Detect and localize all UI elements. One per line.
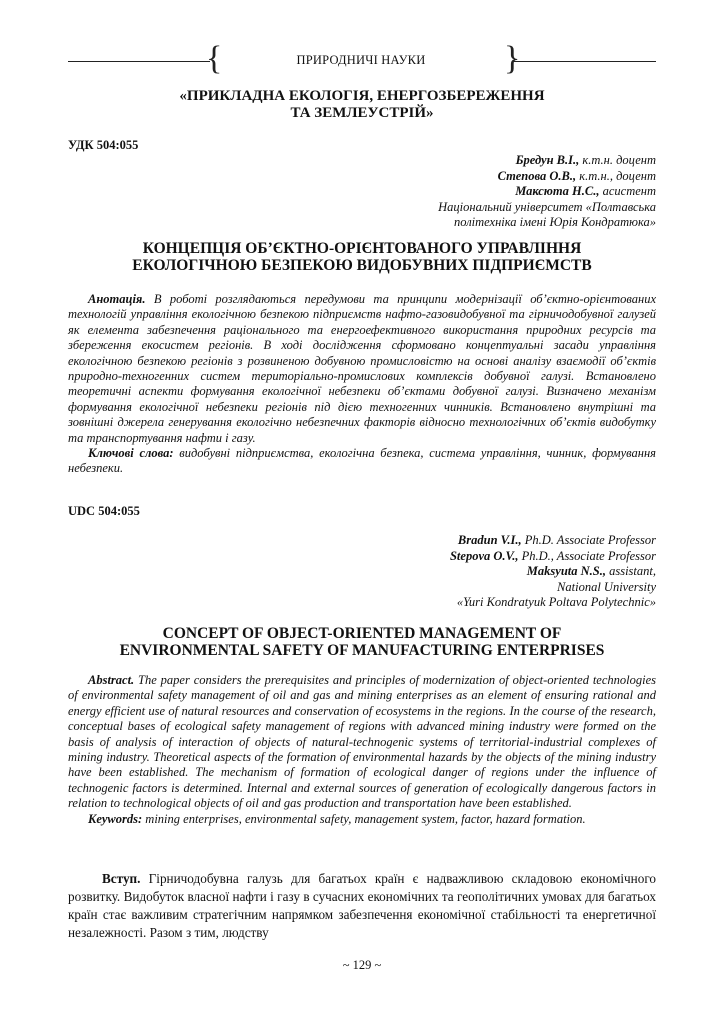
- title-en-line-2: ENVIRONMENTAL SAFETY OF MANUFACTURING ENTERPRISES: [119, 642, 605, 659]
- author-role: Ph.D., Associate Professor: [518, 548, 656, 563]
- author-role: асистент: [599, 184, 656, 198]
- authors-ua: [438, 153, 656, 231]
- author-role: assistant,: [605, 564, 656, 578]
- author-ua-1: [438, 153, 656, 169]
- title-en-line-1: CONCEPT OF OBJECT-ORIENTED MANAGEMENT OF: [162, 625, 562, 642]
- introduction: [68, 870, 656, 942]
- affiliation-ua-line-1: Національний університет «Полтавська: [438, 199, 656, 214]
- author-name: Степова О.В.,: [497, 168, 577, 183]
- authors-en: [450, 533, 656, 611]
- abstract-ua-text: В роботі розглядаються передумови та принципи модернізації об’єктно-орієнтованих технологій управління екологічною безпекою підприємств нафто-газовидобувної та гірничодобувної галузей як елемента забезпечення раціонального та енергоефективного використання природних ресурсів та збереження екосистем регіонів. В ході дослідження сформовано концептуальні засади управління екологічною безпекою регіонів з розвиненою добувною промисловістю на основі аналізу взаємодії об’єктів природно-техногенних систем територіально-промислових комплексів добувної галузі. Встановлено теоретичні аспекти формування екологічної небезпеки об’єктами добувної галузі. Визначено механізм формування екологічної небезпеки регіонів під дією техногенних чинників. Встановлено внутрішні та зовнішні джерела генерування екологічно небезпечних факторів відносно технологічних об’єктів видобутку та транспортування нафти і газу.: [68, 292, 656, 445]
- title-ua-line-2: ЕКОЛОГІЧНОЮ БЕЗПЕКОЮ ВИДОБУВНИХ ПІДПРИЄМСТВ: [132, 257, 592, 274]
- affiliation-ua-line-2: політехніка імені Юрія Кондратюка»: [454, 215, 656, 229]
- intro-paragraph: [68, 870, 656, 942]
- section-name: ПРИРОДНИЧІ НАУКИ: [296, 53, 426, 67]
- author-role: к.т.н., доцент: [576, 168, 656, 183]
- abstract-en-label: Abstract.: [88, 673, 135, 687]
- keywords-en-text: mining enterprises, environmental safety, management system, factor, hazard formation.: [142, 811, 586, 826]
- author-ua-2: [438, 169, 656, 185]
- author-name: Бредун В.І.,: [515, 153, 580, 167]
- header-rule-right: [512, 61, 656, 62]
- author-en-2: [450, 549, 656, 565]
- abstract-en-paragraph: [68, 673, 656, 812]
- abstract-ua-label: Анотація.: [88, 292, 146, 306]
- keywords-ua-paragraph: [68, 446, 656, 477]
- header-rule-left: [68, 61, 210, 62]
- right-brace-ornament: }: [504, 40, 521, 77]
- keywords-en-label: Keywords:: [88, 811, 143, 826]
- author-role: Ph.D. Associate Professor: [521, 533, 656, 547]
- page-number: ~ 129 ~: [342, 958, 382, 972]
- abstract-en-text: The paper considers the prerequisites and principles of modernization of object-oriented technologies of environmental safety management of oil and gas and mining enterprises as an element of ensuring rational and energy efficient use of natural resources and conservation of ecosystems in the regions. In the course of the research, conceptual bases of ecological safety management of regions with advanced mining industry were formed on the basis of analysis of interaction of objects of natural-technogenic systems of territorial-industrial complexes of mining industry. Theoretical aspects of the formation of environmental hazards by the objects of the mining industry have been established. The mechanism of formation of ecological danger of regions under the influence of technogenic factors is determined. Internal and external sources of generation of ecologically dangerous factors in relation to technological objects of oil and gas production and transportation have been established.: [68, 673, 656, 811]
- keywords-en-paragraph: [68, 812, 656, 827]
- title-ua-line-1: КОНЦЕПЦІЯ ОБ’ЄКТНО-ОРІЄНТОВАНОГО УПРАВЛІННЯ: [142, 240, 582, 257]
- author-name: Stepova O.V.,: [449, 548, 519, 563]
- author-role: к.т.н. доцент: [579, 153, 656, 167]
- author-name: Bradun V.I.,: [457, 533, 522, 547]
- author-en-3: [450, 564, 656, 580]
- author-name: Maksyuta N.S.,: [526, 564, 606, 578]
- abstract-en: [68, 673, 656, 827]
- paper-title-en: [68, 625, 656, 659]
- abstract-ua-paragraph: [68, 292, 656, 446]
- section-title-line-1: «ПРИКЛАДНА ЕКОЛОГІЯ, ЕНЕРГОЗБЕРЕЖЕННЯ: [179, 88, 545, 104]
- left-brace-ornament: {: [206, 40, 223, 77]
- author-name: Максюта Н.С.,: [515, 184, 600, 198]
- keywords-ua-text: видобувні підприємства, екологічна безпека, система управління, чинник, формування небезпеки.: [68, 446, 656, 476]
- running-header: [68, 40, 656, 77]
- udc-en: UDC 504:055: [68, 504, 140, 518]
- keywords-ua-label: Ключові слова:: [88, 446, 174, 461]
- affiliation-en-line-2: «Yuri Kondratyuk Poltava Polytechnic»: [456, 595, 656, 609]
- abstract-ua: [68, 292, 656, 477]
- paper-title-ua: [68, 240, 656, 274]
- udc-ua: УДК 504:055: [68, 138, 139, 152]
- section-title-line-2: ТА ЗЕМЛЕУСТРІЙ»: [290, 105, 434, 121]
- affiliation-en-line-1: National University: [557, 579, 656, 594]
- author-en-1: [450, 533, 656, 549]
- intro-text: Гірничодобувна галузь для багатьох країн є надважливою складовою економічного розвитку. Видобуток власної нафти і газу в сучасних економічних та геополітичних умовах для багатьох країн стає важливим стратегічним напрямком забезпечення економічної стабільності та енергетичної незалежності. Разом з тим, людству: [68, 871, 656, 940]
- section-title: [68, 88, 656, 122]
- author-ua-3: [438, 184, 656, 200]
- intro-label: Вступ.: [102, 871, 141, 886]
